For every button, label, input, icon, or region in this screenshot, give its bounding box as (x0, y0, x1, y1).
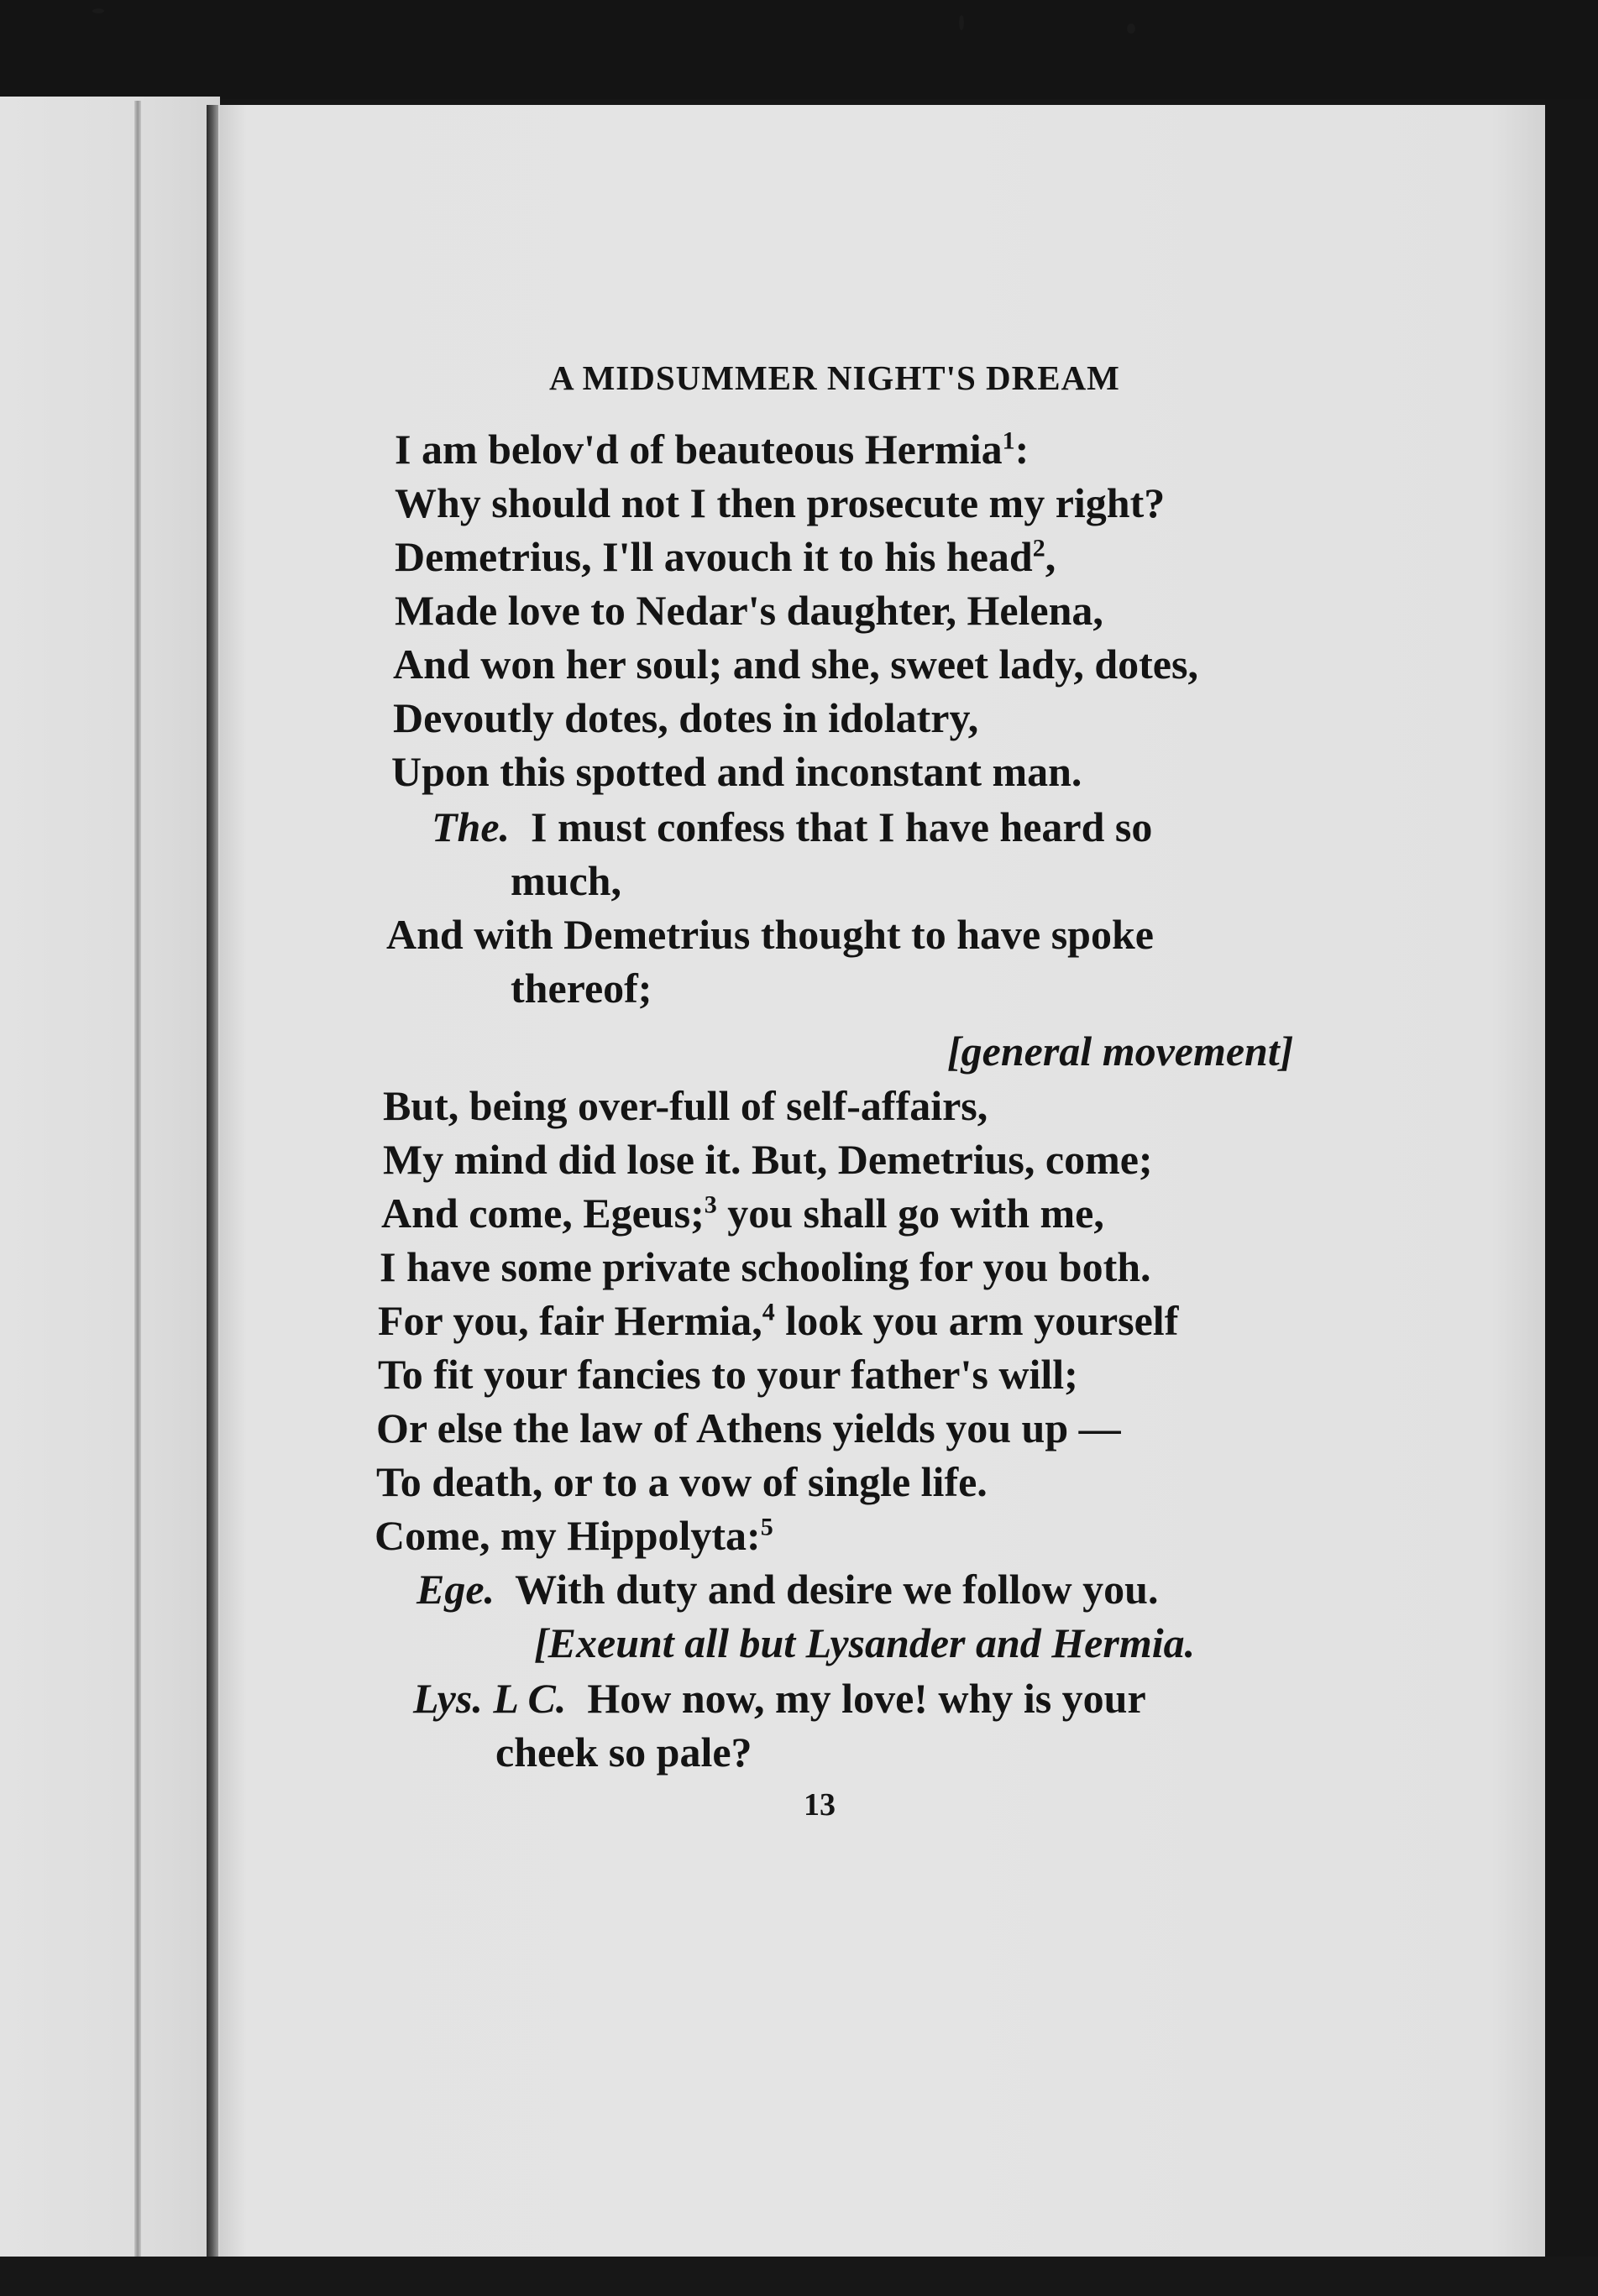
verse-line: much, (511, 857, 621, 904)
speaker-name: The. (432, 803, 511, 850)
speech-line: Ege. With duty and desire we follow you. (417, 1566, 1159, 1613)
speaker-name: Lys. L C. (413, 1675, 567, 1722)
verse-line: Demetrius, I'll avouch it to his head$^2$, (395, 533, 1056, 580)
verse-line: I have some private schooling for you both. (380, 1243, 1151, 1290)
footnote-marker: 3 (704, 1190, 717, 1219)
footnote-marker: 4 (762, 1298, 775, 1326)
verse-line: Devoutly dotes, dotes in idolatry, (393, 694, 979, 741)
running-head: A MIDSUMMER NIGHT'S DREAM (549, 358, 1120, 397)
verse-line: Upon this spotted and inconstant man. (391, 748, 1082, 795)
verse-line: I am belov'd of beauteous Hermia$^1$: (395, 426, 1030, 473)
verse-line: And with Demetrius thought to have spoke (386, 911, 1154, 958)
speech-line: The. I must confess that I have heard so (432, 803, 1153, 850)
verse-line: And come, Egeus;$^3$ you shall go with me, (381, 1190, 1104, 1237)
verse-line: Made love to Nedar's daughter, Helena, (395, 587, 1103, 634)
speaker-name: Ege. (417, 1566, 495, 1613)
verse-line: To fit your fancies to your father's will; (378, 1351, 1078, 1398)
speech-line: Lys. L C. How now, my love! why is your (413, 1675, 1146, 1722)
stage-direction: [general movement] (947, 1028, 1294, 1075)
verse-line: My mind did lose it. But, Demetrius, come; (383, 1136, 1153, 1183)
verse-line: thereof; (511, 965, 652, 1012)
verse-line: Why should not I then prosecute my right? (395, 479, 1166, 526)
page-number: 13 (804, 1787, 836, 1823)
stage-direction: [Exeunt all but Lysander and Hermia. (534, 1619, 1196, 1666)
verse-line: Come, my Hippolyta:$^5$ (375, 1512, 773, 1559)
footnote-marker: 2 (1032, 534, 1045, 562)
verse-line: cheek so pale? (495, 1729, 752, 1776)
verse-line: And won her soul; and she, sweet lady, dotes, (393, 641, 1198, 688)
verse-line: Or else the law of Athens yields you up — (376, 1404, 1121, 1451)
verse-line: For you, fair Hermia,$^4$ look you arm yourself (378, 1297, 1179, 1344)
verse-line: But, being over-full of self-affairs, (383, 1082, 988, 1129)
footnote-marker: 5 (760, 1513, 773, 1541)
verse-line: To death, or to a vow of single life. (376, 1458, 988, 1505)
footnote-marker: 1 (1002, 426, 1015, 455)
